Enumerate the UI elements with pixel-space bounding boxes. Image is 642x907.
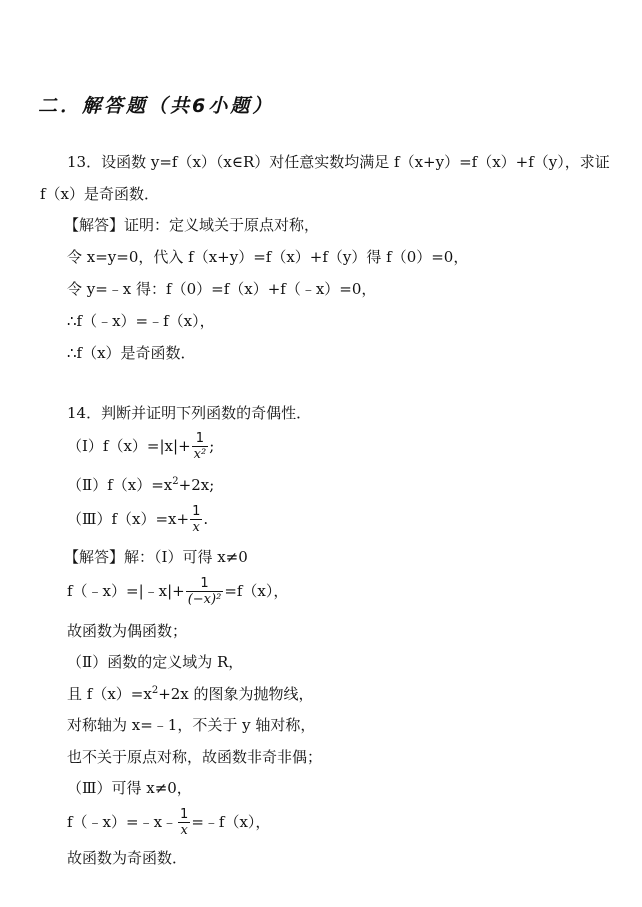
q14-step8-end: =﹣f（x）， [191, 813, 271, 831]
fraction-denominator: x [180, 823, 188, 838]
fraction-one-over-x-squared [192, 432, 209, 462]
q14-answer-start: 解：（Ⅰ）可得 x≠0 [124, 548, 248, 566]
fraction-numerator: 1 [192, 432, 209, 447]
fraction-one-over-neg-x-squared [186, 577, 224, 607]
q14-step4-lhs: 且 f（x）=x [67, 685, 152, 703]
exponent: 2 [151, 685, 159, 696]
q14-part2 [67, 475, 214, 495]
q13-answer-line [64, 215, 319, 235]
fraction-one-over-x [190, 505, 202, 535]
fraction-numerator: 1 [192, 504, 201, 519]
q14-step1-end: =f（x）， [224, 582, 289, 600]
q14-part1 [67, 432, 214, 462]
q14-answer-tag: 【解答】 [64, 548, 125, 566]
q13-step3: ∴f（﹣x）=﹣f（x）， [67, 312, 215, 330]
q13-answer-tag: 【解答】 [64, 216, 125, 234]
fraction-numerator: 1 [186, 577, 224, 592]
q13-problem-line1: 13．设函数 y=f（x）（x∈R）对任意实数均满足 f（x+y）=f（x）+f（y），求证 [67, 153, 610, 171]
q14-part1-end: ; [209, 437, 215, 455]
q14-part3-end: . [203, 510, 209, 528]
q14-part2-lhs: （Ⅱ）f（x）=x [67, 476, 173, 494]
fraction-denominator: x [192, 520, 200, 535]
q14-step4 [67, 684, 314, 704]
q13-step1: 令 x=y=0，代入 f（x+y）=f（x）+f（y）得 f（0）=0， [67, 248, 469, 266]
fraction-one-over-x [178, 808, 190, 838]
fraction-denominator: (−x)² [187, 592, 222, 607]
q14-step1-lhs: f（﹣x）=|﹣x|+ [67, 582, 185, 600]
fraction-numerator: 1 [180, 807, 189, 822]
q14-step3: （Ⅱ）函数的定义域为 R， [67, 653, 244, 671]
q13-problem-line2: f（x）是奇函数． [40, 185, 160, 203]
q14-part1-lhs: （Ⅰ）f（x）=|x|+ [67, 437, 191, 455]
q13-step4: ∴f（x）是奇函数． [67, 344, 196, 362]
q13-step2: 令 y=﹣x 得：f（0）=f（x）+f（﹣x）=0， [67, 280, 377, 298]
q14-step9: 故函数为奇函数． [67, 849, 188, 867]
q14-step6: 也不关于原点对称，故函数非奇非偶； [67, 748, 323, 766]
q13-answer-start: 证明：定义域关于原点对称， [124, 216, 320, 234]
q14-part3 [67, 505, 208, 535]
q14-step8 [67, 808, 270, 838]
q14-step5: 对称轴为 x=﹣1，不关于 y 轴对称， [67, 716, 316, 734]
q14-step4-end: +2x 的图象为抛物线， [158, 685, 314, 703]
section-title: 二．解答题（共6小题） [38, 95, 275, 117]
q14-step1 [67, 577, 288, 607]
q14-answer-line [64, 547, 248, 567]
q14-step8-lhs: f（﹣x）=﹣x﹣ [67, 813, 178, 831]
exponent: 2 [172, 476, 179, 487]
q14-part3-lhs: （Ⅲ）f（x）=x+ [67, 510, 190, 528]
q14-step7: （Ⅲ）可得 x≠0， [67, 779, 192, 797]
q14-step2: 故函数为偶函数； [67, 622, 188, 640]
q14-title: 14．判断并证明下列函数的奇偶性． [67, 404, 312, 422]
fraction-denominator: x² [193, 447, 207, 462]
q14-part2-end: +2x; [178, 476, 215, 494]
